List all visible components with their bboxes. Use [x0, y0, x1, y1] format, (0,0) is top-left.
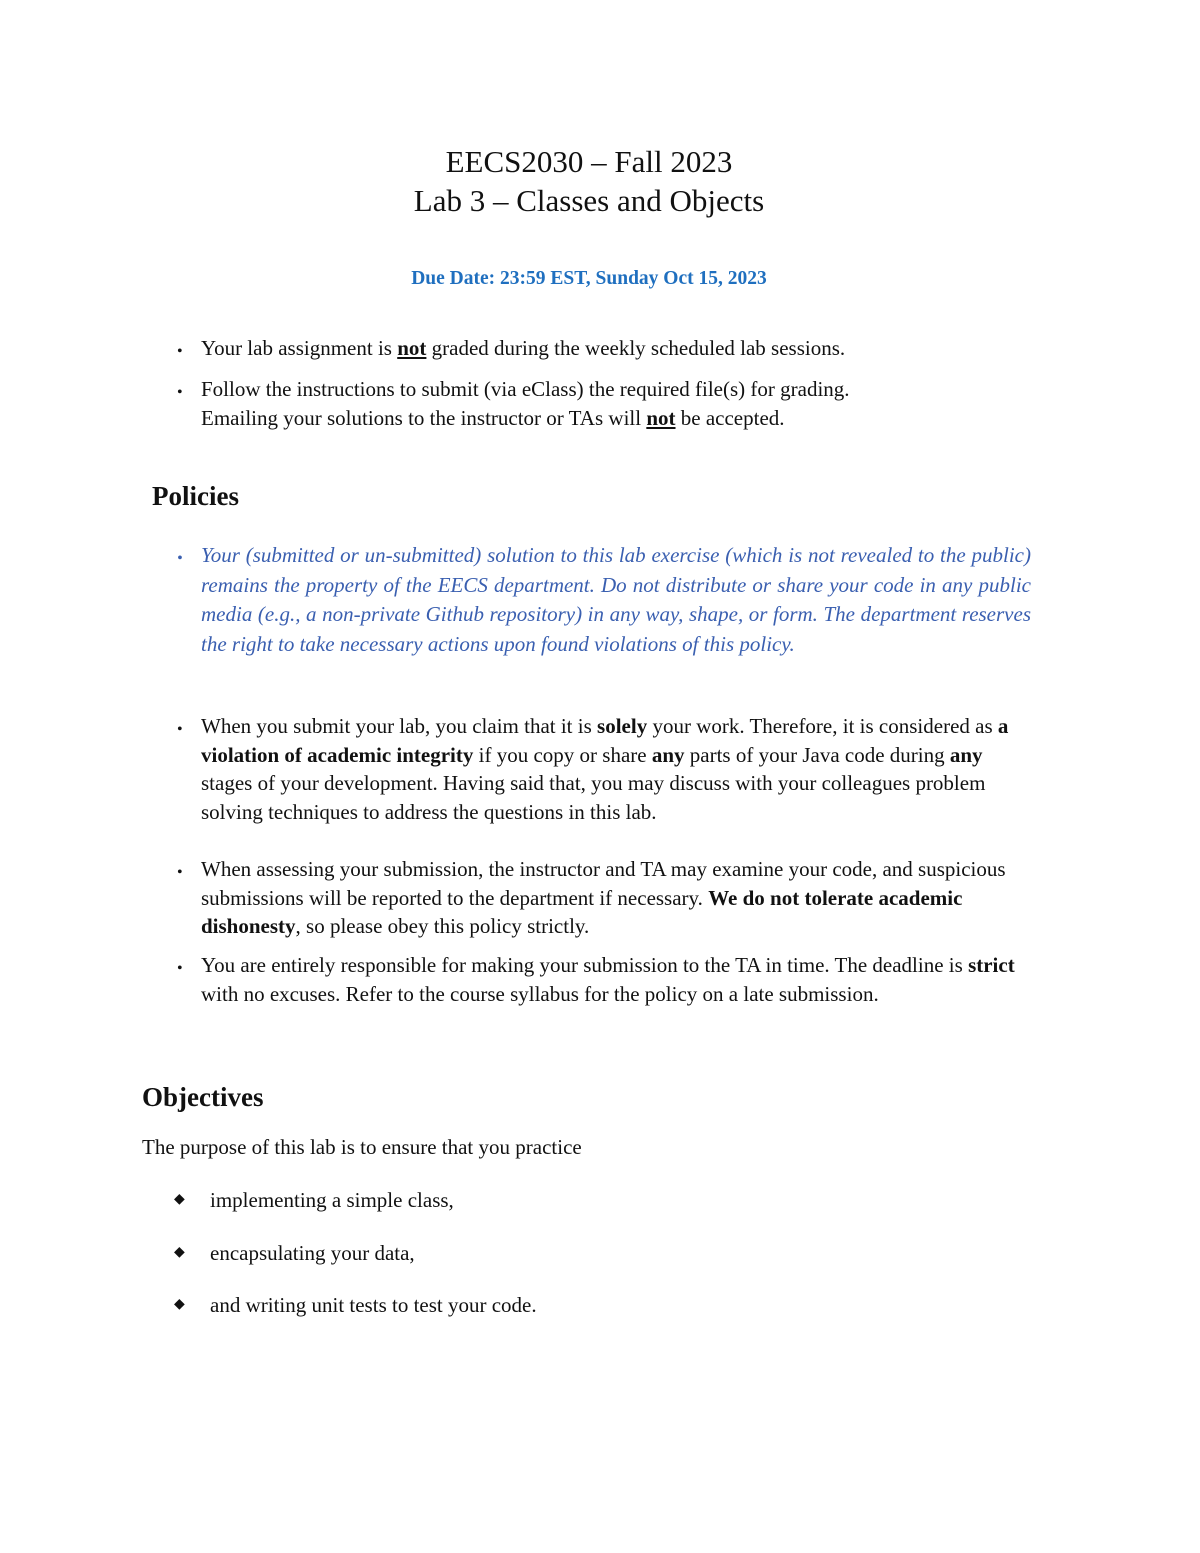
bullet-dot-icon: •: [177, 721, 183, 738]
objectives-intro: The purpose of this lab is to ensure that you practice: [142, 1135, 582, 1159]
lab-title: Lab 3 – Classes and Objects: [413, 183, 765, 218]
policy-assessment: When assessing your submission, the instructor and TA may examine your code, and suspicious submissions will be reported to the department if necessary. We do not tolerate academic dishonesty, so please obey this policy strictly.: [201, 857, 1006, 939]
policy-integrity: When you submit your lab, you claim that it is solely your work. Therefore, it is considered as a violation of academic integrity if you copy or share any parts of your Java code during any stages of your development. Having said that, you may discuss with your colleagues problem solving techniques to address the questions in this lab.: [201, 714, 1009, 824]
bullet-dot-icon: ◆: [174, 1245, 185, 1260]
policy-deadline: You are entirely responsible for making your submission to the TA in time. The deadline is strict with no excuses. Refer to the course syllabus for the policy on a late submission.: [201, 953, 1015, 1006]
objective-item: and writing unit tests to test your code.: [210, 1293, 537, 1317]
due-date: Due Date: 23:59 EST, Sunday Oct 15, 2023: [411, 268, 767, 289]
intro-bullet-1: Your lab assignment is not graded during the weekly scheduled lab sessions.: [201, 336, 846, 360]
bullet-dot-icon: ◆: [174, 1297, 185, 1312]
policy-ownership: Your (submitted or un-submitted) solution to this lab exercise (which is not revealed to the public) remains the property of the EECS department. Do not distribute or share your code in any public media (e.g., a non-private Github repository) in any way, shape, or form. The department reserves the right to take necessary actions upon found violations of this policy.: [201, 543, 1031, 656]
bullet-dot-icon: •: [177, 864, 183, 881]
course-title: EECS2030 – Fall 2023: [445, 144, 733, 179]
bullet-dot-icon: •: [177, 343, 183, 360]
objectives-heading: Objectives: [142, 1082, 264, 1112]
policies-heading: Policies: [152, 481, 239, 511]
bullet-dot-icon: ◆: [174, 1192, 185, 1207]
objective-item: implementing a simple class,: [210, 1188, 454, 1212]
bullet-dot-icon: •: [177, 550, 183, 567]
bullet-dot-icon: •: [177, 384, 183, 401]
bullet-dot-icon: •: [177, 960, 183, 977]
objective-item: encapsulating your data,: [210, 1241, 415, 1265]
intro-bullet-2: Follow the instructions to submit (via eClass) the required file(s) for grading. Emailing your solutions to the instructor or TAs will not be accepted.: [201, 377, 850, 430]
